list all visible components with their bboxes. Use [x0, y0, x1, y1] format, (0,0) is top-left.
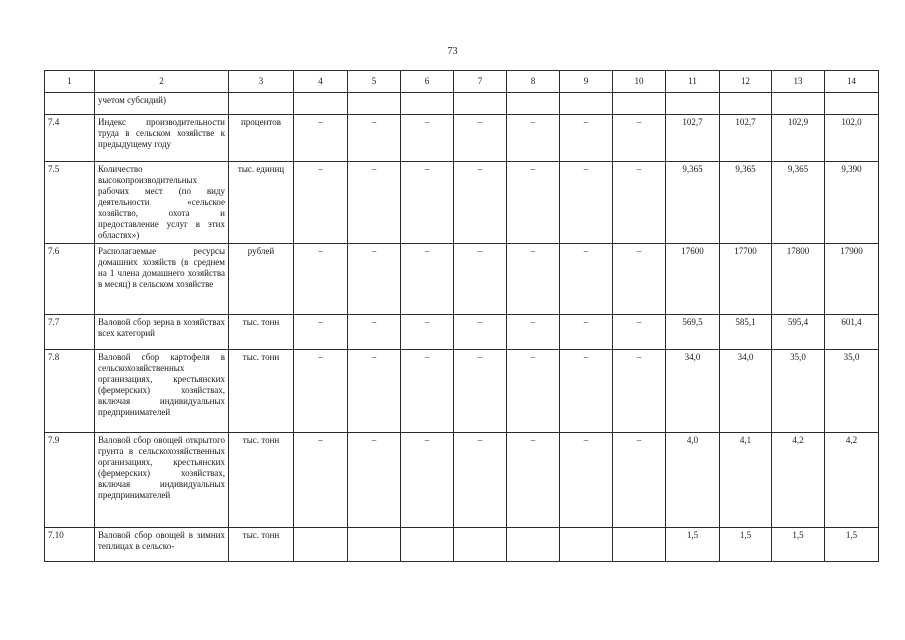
period-cell: [507, 528, 560, 562]
header-cell: 8: [507, 71, 560, 93]
value-cell: 9,390: [825, 162, 879, 244]
indicator-name-cell: Валовой сбор овощей открытого грунта в сельскохозяйственных организациях, крестьянских (фермерских) хозяйствах, включая индивидуальных предпринимателей: [95, 433, 229, 528]
table-row: [45, 315, 879, 350]
unit-cell: процентов: [229, 115, 294, 162]
period-cell: –: [348, 315, 401, 350]
unit-cell: [229, 93, 294, 115]
period-cell: [401, 93, 454, 115]
period-cell: –: [613, 350, 666, 433]
value-cell: 34,0: [666, 350, 720, 433]
value-cell: 102,9: [772, 115, 825, 162]
row-number-cell: 7.8: [45, 350, 95, 433]
value-cell: 1,5: [666, 528, 720, 562]
row-number-cell: [45, 93, 95, 115]
row-number-cell: 7.5: [45, 162, 95, 244]
value-cell: 34,0: [720, 350, 772, 433]
period-cell: –: [507, 244, 560, 315]
value-cell: 17700: [720, 244, 772, 315]
header-cell: 6: [401, 71, 454, 93]
row-number-cell: 7.9: [45, 433, 95, 528]
value-cell: 35,0: [825, 350, 879, 433]
period-cell: –: [560, 350, 613, 433]
page-number: 73: [447, 46, 458, 57]
period-cell: –: [613, 315, 666, 350]
period-cell: –: [294, 350, 348, 433]
period-cell: –: [348, 244, 401, 315]
value-cell: 4,1: [720, 433, 772, 528]
indicator-name-cell: Валовой сбор овощей в зимних теплицах в сельско-: [95, 528, 229, 562]
value-cell: 17800: [772, 244, 825, 315]
period-cell: [348, 528, 401, 562]
header-cell: 2: [95, 71, 229, 93]
value-cell: 35,0: [772, 350, 825, 433]
period-cell: –: [560, 315, 613, 350]
value-cell: 4,2: [825, 433, 879, 528]
value-cell: [720, 93, 772, 115]
period-cell: –: [507, 115, 560, 162]
period-cell: [294, 93, 348, 115]
period-cell: –: [560, 115, 613, 162]
period-cell: [348, 93, 401, 115]
indicator-name-cell: Валовой сбор зерна в хозяйствах всех категорий: [95, 315, 229, 350]
header-cell: 13: [772, 71, 825, 93]
value-cell: [666, 93, 720, 115]
unit-cell: тыс. тонн: [229, 433, 294, 528]
period-cell: [294, 528, 348, 562]
header-cell: 3: [229, 71, 294, 93]
indicator-name-cell: Располагаемые ресурсы домашних хозяйств (в среднем на 1 члена домашнего хозяйства в месяц) в сельском хозяйстве: [95, 244, 229, 315]
period-cell: –: [560, 162, 613, 244]
period-cell: –: [613, 433, 666, 528]
period-cell: –: [294, 315, 348, 350]
unit-cell: тыс. тонн: [229, 315, 294, 350]
table-row: [45, 350, 879, 433]
period-cell: –: [348, 115, 401, 162]
period-cell: –: [507, 433, 560, 528]
period-cell: –: [613, 244, 666, 315]
period-cell: –: [454, 244, 507, 315]
indicators-table: [44, 70, 879, 562]
period-cell: –: [348, 350, 401, 433]
period-cell: –: [454, 350, 507, 433]
period-cell: –: [348, 433, 401, 528]
value-cell: 585,1: [720, 315, 772, 350]
period-cell: –: [401, 162, 454, 244]
period-cell: –: [401, 315, 454, 350]
row-number-cell: 7.4: [45, 115, 95, 162]
header-cell: 5: [348, 71, 401, 93]
indicator-name-cell: Количество высокопроизводительных рабочих мест (по виду деятельности «сельское хозяйство, охота и предоставление услуг в этих областях»): [95, 162, 229, 244]
period-cell: [560, 528, 613, 562]
period-cell: –: [560, 433, 613, 528]
value-cell: 17900: [825, 244, 879, 315]
table-row: [45, 244, 879, 315]
period-cell: –: [294, 244, 348, 315]
period-cell: [401, 528, 454, 562]
period-cell: –: [613, 115, 666, 162]
table-row: [45, 93, 879, 115]
value-cell: [825, 93, 879, 115]
value-cell: 569,5: [666, 315, 720, 350]
table-row: [45, 162, 879, 244]
value-cell: 102,0: [825, 115, 879, 162]
value-cell: 4,0: [666, 433, 720, 528]
indicator-name-cell: учетом субсидий): [95, 93, 229, 115]
period-cell: –: [507, 315, 560, 350]
header-cell: 10: [613, 71, 666, 93]
table-body: [45, 93, 879, 562]
header-cell: 12: [720, 71, 772, 93]
period-cell: –: [294, 162, 348, 244]
period-cell: [560, 93, 613, 115]
row-number-cell: 7.6: [45, 244, 95, 315]
period-cell: –: [454, 115, 507, 162]
row-number-cell: 7.10: [45, 528, 95, 562]
period-cell: –: [613, 162, 666, 244]
unit-cell: тыс. тонн: [229, 528, 294, 562]
value-cell: 1,5: [720, 528, 772, 562]
header-cell: 1: [45, 71, 95, 93]
period-cell: [454, 93, 507, 115]
value-cell: 9,365: [666, 162, 720, 244]
period-cell: –: [507, 350, 560, 433]
period-cell: –: [401, 115, 454, 162]
period-cell: [613, 528, 666, 562]
period-cell: –: [560, 244, 613, 315]
value-cell: 102,7: [666, 115, 720, 162]
period-cell: –: [454, 433, 507, 528]
period-cell: –: [294, 115, 348, 162]
value-cell: 17600: [666, 244, 720, 315]
period-cell: –: [348, 162, 401, 244]
period-cell: [454, 528, 507, 562]
row-number-cell: 7.7: [45, 315, 95, 350]
value-cell: 9,365: [720, 162, 772, 244]
value-cell: 1,5: [772, 528, 825, 562]
period-cell: [613, 93, 666, 115]
value-cell: 102,7: [720, 115, 772, 162]
header-cell: 11: [666, 71, 720, 93]
period-cell: –: [401, 433, 454, 528]
period-cell: –: [454, 315, 507, 350]
table-row: [45, 433, 879, 528]
value-cell: 601,4: [825, 315, 879, 350]
header-cell: 4: [294, 71, 348, 93]
value-cell: 4,2: [772, 433, 825, 528]
period-cell: –: [454, 162, 507, 244]
value-cell: [772, 93, 825, 115]
header-cell: 7: [454, 71, 507, 93]
table-row: [45, 115, 879, 162]
period-cell: [507, 93, 560, 115]
header-cell: 14: [825, 71, 879, 93]
indicator-name-cell: Индекс производительности труда в сельском хозяйстве к предыдущему году: [95, 115, 229, 162]
period-cell: –: [401, 244, 454, 315]
unit-cell: тыс. единиц: [229, 162, 294, 244]
unit-cell: рублей: [229, 244, 294, 315]
period-cell: –: [401, 350, 454, 433]
unit-cell: тыс. тонн: [229, 350, 294, 433]
value-cell: 9,365: [772, 162, 825, 244]
indicator-name-cell: Валовой сбор картофеля в сельскохозяйственных организациях, крестьянских (фермерских) хозяйствах, включая индивидуальных предпринимателей: [95, 350, 229, 433]
table-row: [45, 528, 879, 562]
header-row: [45, 71, 879, 93]
header-cell: 9: [560, 71, 613, 93]
value-cell: 1,5: [825, 528, 879, 562]
period-cell: –: [294, 433, 348, 528]
value-cell: 595,4: [772, 315, 825, 350]
period-cell: –: [507, 162, 560, 244]
